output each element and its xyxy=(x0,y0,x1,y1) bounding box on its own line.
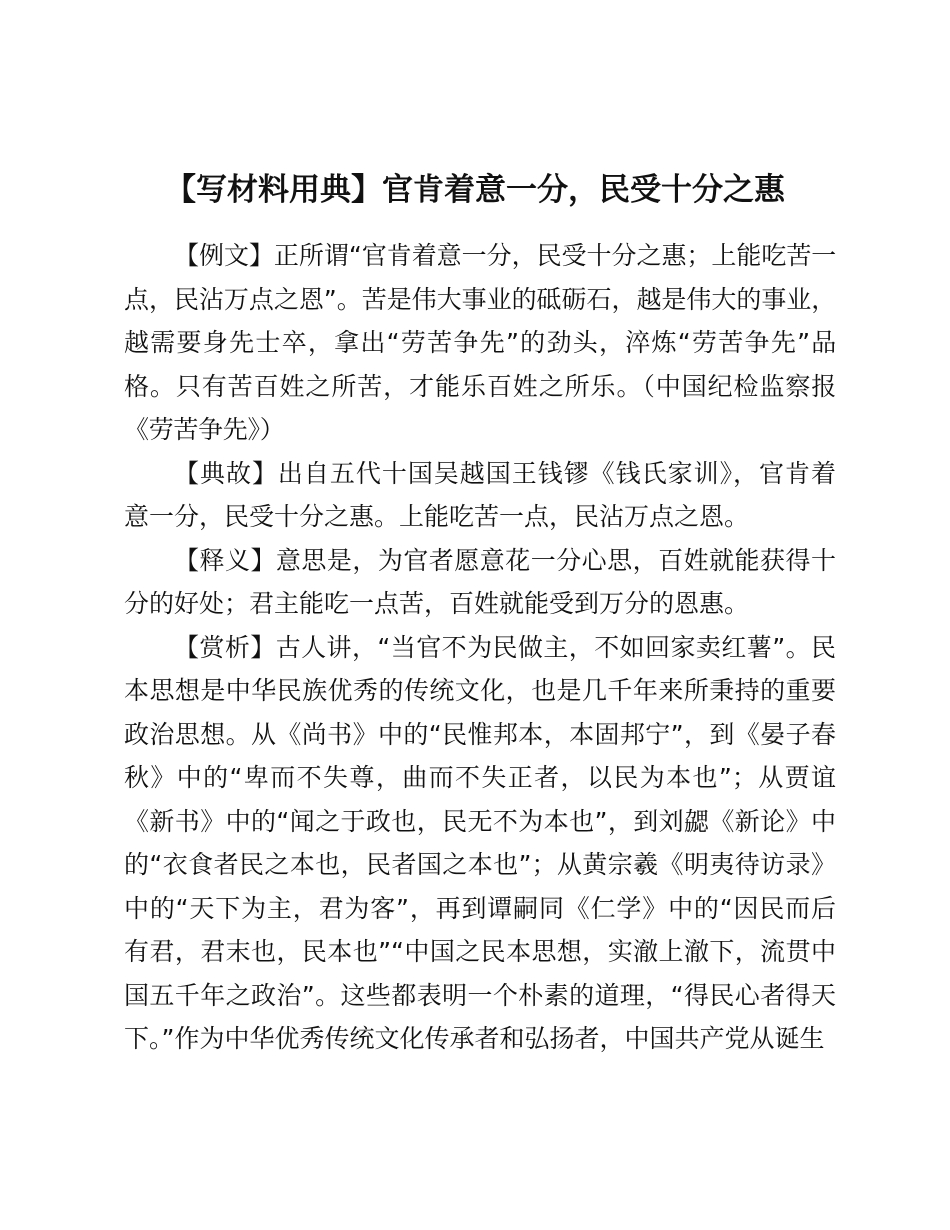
document-body xyxy=(124,234,836,1061)
paragraph-example: 【例文】正所谓“官肯着意一分，民受十分之惠；上能吃苦一点，民沾万点之恩”。苦是伟大事业的砥砺石，越是伟大的事业，越需要身先士卒，拿出“劳苦争先”的劲头，淬炼“劳苦争先”品格。只有苦百姓之所苦，才能乐百姓之所乐。（中国纪检监察报《劳苦争先》） xyxy=(124,241,836,444)
paragraph-meaning: 【释义】意思是，为官者愿意花一分心思，百姓就能获得十分的好处；君主能吃一点苦，百姓就能受到万分的恩惠。 xyxy=(124,545,836,618)
paragraph-appreciation: 【赏析】古人讲，“当官不为民做主，不如回家卖红薯”。民本思想是中华民族优秀的传统文化，也是几千年来所秉持的重要政治思想。从《尚书》中的“民惟邦本，本固邦宁”，到《晏子春秋》中的“卑而不失尊，曲而不失正者，以民为本也”；从贾谊《新书》中的“闻之于政也，民无不为本也”，到刘勰《新论》中的“衣食者民之本也，民者国之本也”；从黄宗羲《明夷待访录》中的“天下为主，君为客”，再到谭嗣同《仁学》中的“因民而后有君，君末也，民本也”“中国之民本思想，实澈上澈下，流贯中国五千年之政治”。这些都表明一个朴素的道理，“得民心者得天下。”作为中华优秀传统文化传承者和弘扬者，中国共产党从诞生 xyxy=(124,632,836,1053)
paragraph-allusion: 【典故】出自五代十国吴越国王钱镠《钱氏家训》，官肯着意一分，民受十分之惠。上能吃苦一点，民沾万点之恩。 xyxy=(124,458,836,531)
document-title: 【写材料用典】官肯着意一分，民受十分之惠 xyxy=(165,172,785,208)
